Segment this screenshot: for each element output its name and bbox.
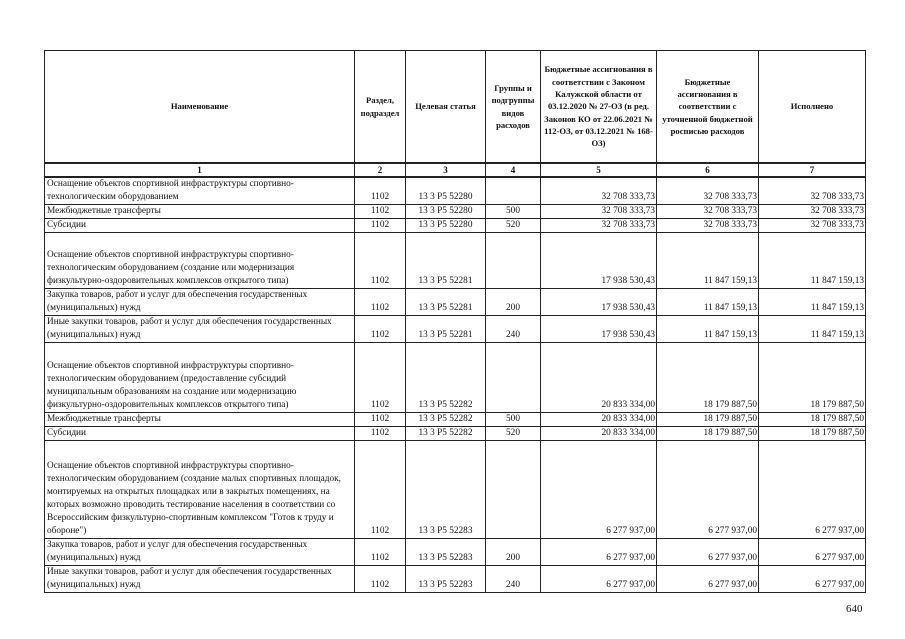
row-executed: 32 708 333,73 bbox=[759, 205, 866, 219]
row-budget-law: 32 708 333,73 bbox=[541, 205, 657, 219]
row-group: 200 bbox=[486, 539, 541, 566]
row-executed: 18 179 887,50 bbox=[759, 427, 866, 441]
row-executed: 11 847 159,13 bbox=[759, 316, 866, 343]
column-number: 5 bbox=[541, 163, 657, 177]
row-group bbox=[486, 233, 541, 289]
header-budget-refined: Бюджетные ассигнования в соответствии с уточненной бюджетной росписью расходов bbox=[657, 51, 759, 164]
row-name: Закупка товаров, работ и услуг для обеспечения государственных (муниципальных) нужд bbox=[45, 539, 355, 566]
row-name: Закупка товаров, работ и услуг для обеспечения государственных (муниципальных) нужд bbox=[45, 289, 355, 316]
row-target: 13 3 P5 52281 bbox=[406, 316, 486, 343]
column-number: 6 bbox=[657, 163, 759, 177]
table-row bbox=[45, 539, 866, 566]
table-row bbox=[45, 177, 866, 205]
row-executed: 32 708 333,73 bbox=[759, 177, 866, 205]
row-name: Субсидии bbox=[45, 427, 355, 441]
row-section: 1102 bbox=[355, 566, 406, 593]
row-budget-refined: 18 179 887,50 bbox=[657, 427, 759, 441]
row-budget-refined: 6 277 937,00 bbox=[657, 441, 759, 539]
row-target: 13 3 P5 52281 bbox=[406, 289, 486, 316]
row-target: 13 3 P5 52282 bbox=[406, 413, 486, 427]
row-group: 520 bbox=[486, 427, 541, 441]
row-name: Иные закупки товаров, работ и услуг для обеспечения государственных (муниципальных) нужд bbox=[45, 316, 355, 343]
page-number: 640 bbox=[846, 603, 863, 615]
row-group: 240 bbox=[486, 566, 541, 593]
budget-table-sheet bbox=[44, 50, 865, 593]
row-executed: 18 179 887,50 bbox=[759, 413, 866, 427]
row-budget-refined: 32 708 333,73 bbox=[657, 219, 759, 233]
column-number-row bbox=[45, 163, 866, 177]
header-groups: Группы и подгруппы видов расходов bbox=[486, 51, 541, 164]
table-row bbox=[45, 205, 866, 219]
row-budget-refined: 18 179 887,50 bbox=[657, 413, 759, 427]
row-name: Оснащение объектов спортивной инфраструктуры спортивно-технологическим оборудованием (предоставление субсидий муниципальным образованиям на создание или модернизацию физкультурно-оздоровительных комплексов открытого типа) bbox=[45, 343, 355, 413]
row-executed: 11 847 159,13 bbox=[759, 289, 866, 316]
row-target: 13 3 P5 52281 bbox=[406, 233, 486, 289]
row-section: 1102 bbox=[355, 177, 406, 205]
table-row bbox=[45, 316, 866, 343]
row-target: 13 3 P5 52283 bbox=[406, 441, 486, 539]
row-budget-refined: 11 847 159,13 bbox=[657, 233, 759, 289]
row-name: Оснащение объектов спортивной инфраструктуры спортивно-технологическим оборудованием (создание или модернизация физкультурно-оздоровительных комплексов открытого типа) bbox=[45, 233, 355, 289]
row-target: 13 3 P5 52280 bbox=[406, 219, 486, 233]
header-executed: Исполнено bbox=[759, 51, 866, 164]
table-row bbox=[45, 441, 866, 539]
row-group bbox=[486, 177, 541, 205]
row-group: 520 bbox=[486, 219, 541, 233]
row-name: Оснащение объектов спортивной инфраструктуры спортивно-технологическим оборудованием bbox=[45, 177, 355, 205]
row-executed: 18 179 887,50 bbox=[759, 343, 866, 413]
table-row bbox=[45, 343, 866, 413]
row-section: 1102 bbox=[355, 441, 406, 539]
row-budget-refined: 6 277 937,00 bbox=[657, 539, 759, 566]
row-budget-law: 32 708 333,73 bbox=[541, 177, 657, 205]
header-section: Раздел, подраздел bbox=[355, 51, 406, 164]
row-executed: 6 277 937,00 bbox=[759, 539, 866, 566]
row-target: 13 3 P5 52280 bbox=[406, 205, 486, 219]
row-budget-law: 20 833 334,00 bbox=[541, 427, 657, 441]
header-row bbox=[45, 51, 866, 164]
row-target: 13 3 P5 52283 bbox=[406, 566, 486, 593]
column-number: 2 bbox=[355, 163, 406, 177]
row-section: 1102 bbox=[355, 413, 406, 427]
row-group: 500 bbox=[486, 205, 541, 219]
row-budget-law: 6 277 937,00 bbox=[541, 539, 657, 566]
row-budget-law: 20 833 334,00 bbox=[541, 343, 657, 413]
table-row bbox=[45, 233, 866, 289]
budget-table bbox=[44, 50, 866, 593]
column-number: 7 bbox=[759, 163, 866, 177]
row-budget-law: 6 277 937,00 bbox=[541, 441, 657, 539]
table-row bbox=[45, 427, 866, 441]
row-target: 13 3 P5 52282 bbox=[406, 343, 486, 413]
header-target: Целевая статья bbox=[406, 51, 486, 164]
row-executed: 11 847 159,13 bbox=[759, 233, 866, 289]
row-section: 1102 bbox=[355, 316, 406, 343]
row-target: 13 3 P5 52282 bbox=[406, 427, 486, 441]
row-budget-refined: 6 277 937,00 bbox=[657, 566, 759, 593]
row-budget-law: 20 833 334,00 bbox=[541, 413, 657, 427]
row-target: 13 3 P5 52280 bbox=[406, 177, 486, 205]
column-number: 3 bbox=[406, 163, 486, 177]
row-section: 1102 bbox=[355, 427, 406, 441]
row-executed: 6 277 937,00 bbox=[759, 441, 866, 539]
row-target: 13 3 P5 52283 bbox=[406, 539, 486, 566]
row-budget-refined: 11 847 159,13 bbox=[657, 289, 759, 316]
row-budget-refined: 18 179 887,50 bbox=[657, 343, 759, 413]
row-section: 1102 bbox=[355, 233, 406, 289]
row-name: Межбюджетные трансферты bbox=[45, 205, 355, 219]
row-group: 500 bbox=[486, 413, 541, 427]
row-name: Субсидии bbox=[45, 219, 355, 233]
row-section: 1102 bbox=[355, 219, 406, 233]
column-number: 4 bbox=[486, 163, 541, 177]
table-row bbox=[45, 289, 866, 316]
row-budget-law: 6 277 937,00 bbox=[541, 566, 657, 593]
row-executed: 6 277 937,00 bbox=[759, 566, 866, 593]
table-row bbox=[45, 566, 866, 593]
row-section: 1102 bbox=[355, 289, 406, 316]
row-budget-law: 17 938 530,43 bbox=[541, 289, 657, 316]
row-group bbox=[486, 343, 541, 413]
row-name: Оснащение объектов спортивной инфраструктуры спортивно-технологическим оборудованием (создание малых спортивных площадок, монтируемых на открытых площадках или в закрытых помещениях, на которых возможно проводить тестирование населения в соответствии со Всероссийским физкультурно-спортивным комплексом "Готов к труду и обороне") bbox=[45, 441, 355, 539]
row-name: Межбюджетные трансферты bbox=[45, 413, 355, 427]
row-budget-refined: 32 708 333,73 bbox=[657, 205, 759, 219]
row-budget-law: 17 938 530,43 bbox=[541, 316, 657, 343]
row-name: Иные закупки товаров, работ и услуг для обеспечения государственных (муниципальных) нужд bbox=[45, 566, 355, 593]
column-number: 1 bbox=[45, 163, 355, 177]
row-group bbox=[486, 441, 541, 539]
row-section: 1102 bbox=[355, 539, 406, 566]
table-row bbox=[45, 219, 866, 233]
row-budget-law: 17 938 530,43 bbox=[541, 233, 657, 289]
row-section: 1102 bbox=[355, 343, 406, 413]
row-budget-refined: 32 708 333,73 bbox=[657, 177, 759, 205]
header-name: Наименование bbox=[45, 51, 355, 164]
row-budget-refined: 11 847 159,13 bbox=[657, 316, 759, 343]
row-budget-law: 32 708 333,73 bbox=[541, 219, 657, 233]
row-group: 240 bbox=[486, 316, 541, 343]
row-executed: 32 708 333,73 bbox=[759, 219, 866, 233]
table-row bbox=[45, 413, 866, 427]
row-group: 200 bbox=[486, 289, 541, 316]
row-section: 1102 bbox=[355, 205, 406, 219]
header-budget-law: Бюджетные ассигнования в соответствии с Законом Калужской области от 03.12.2020 № 27-ОЗ (в ред. Законов КО от 22.06.2021 № 112-ОЗ, от 03.12.2021 № 168-ОЗ) bbox=[541, 51, 657, 164]
